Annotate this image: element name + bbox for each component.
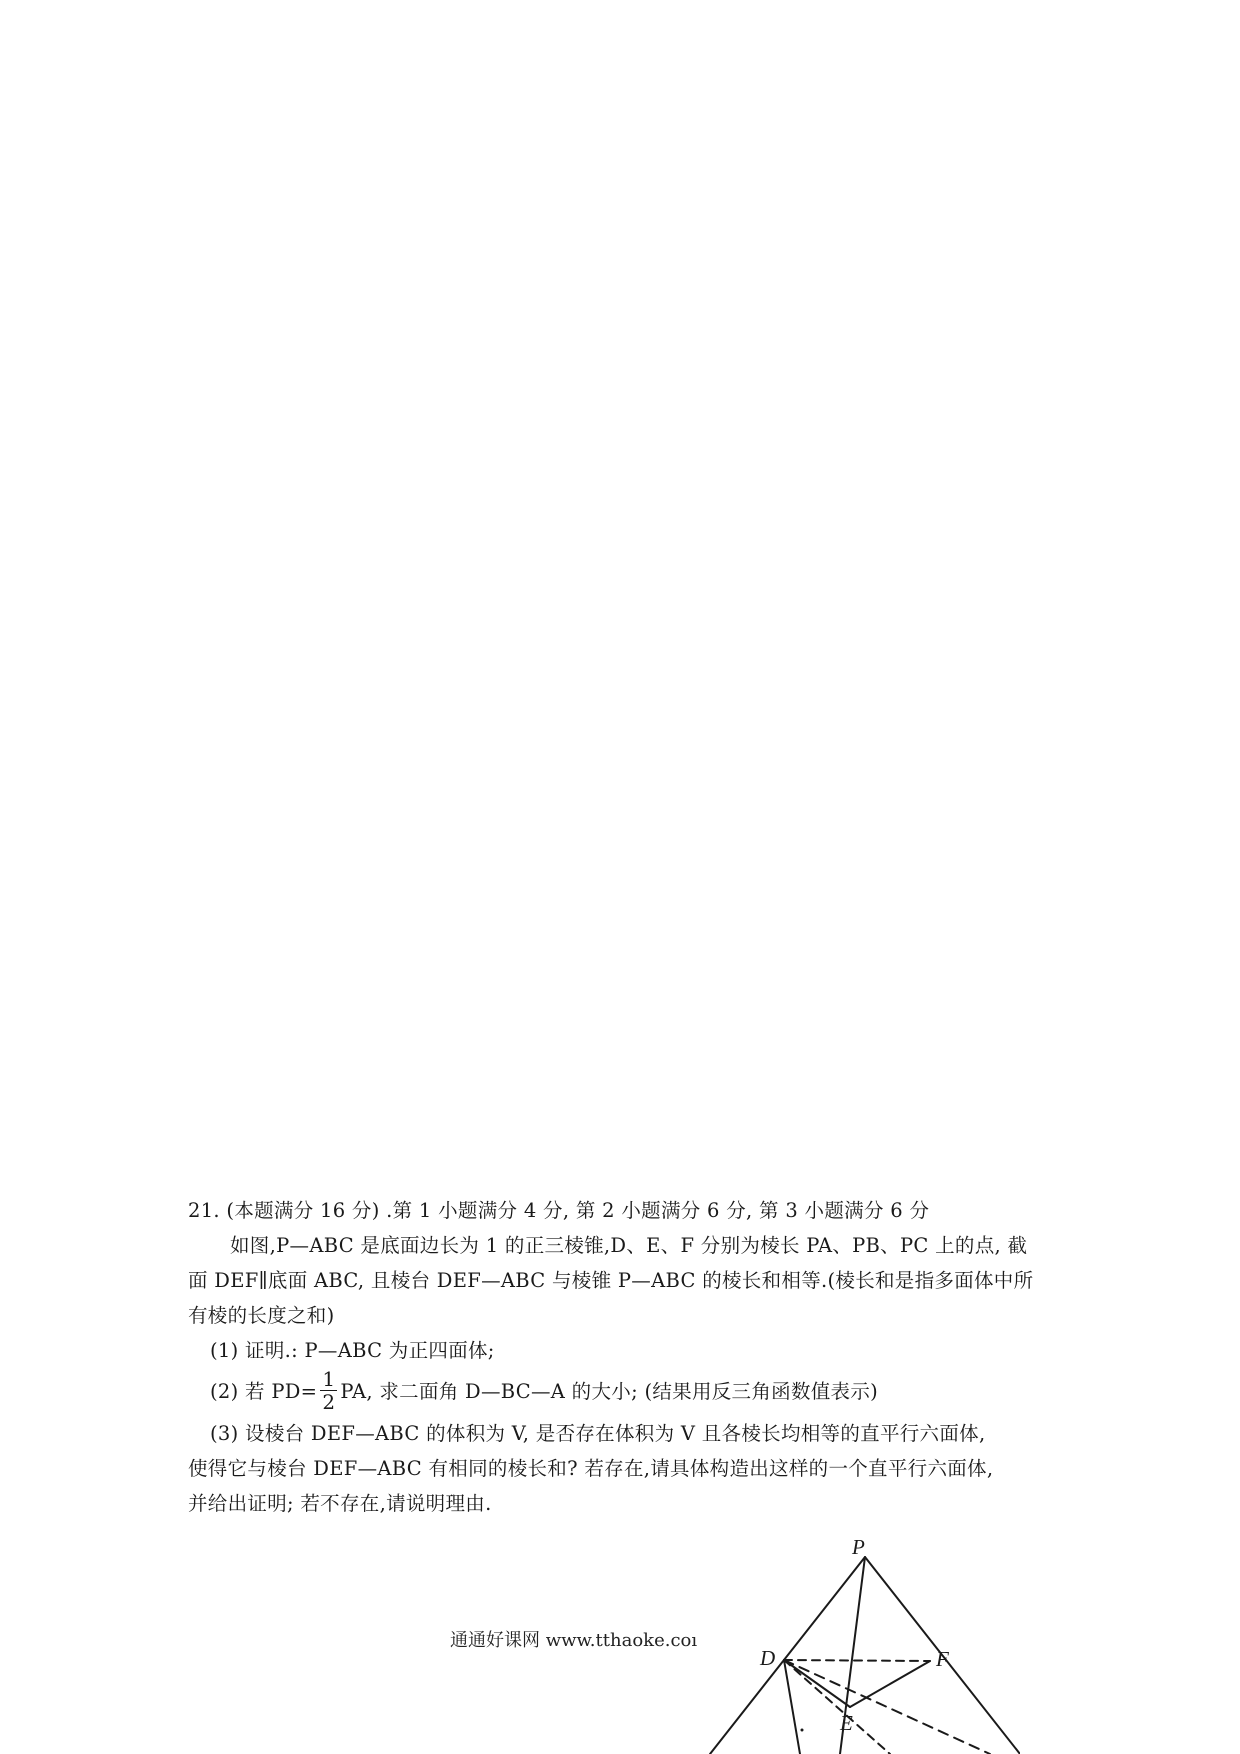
problem-stem-line-2: 面 DEF∥底面 ABC, 且棱台 DEF—ABC 与棱锥 P—ABC 的棱长和相等.(棱长和是指多面体中所 bbox=[188, 1269, 1034, 1292]
problem-header: 21. (本题满分 16 分) .第 1 小题满分 4 分, 第 2 小题满分 6 分, 第 3 小题满分 6 分 bbox=[188, 1199, 930, 1222]
edge-de bbox=[784, 1660, 850, 1707]
edge-df-dashed bbox=[784, 1660, 930, 1661]
problem-21 bbox=[188, 1193, 1058, 1521]
vertex-label-f: F bbox=[936, 1647, 949, 1671]
problem-stem-line-1: 如图,P—ABC 是底面边长为 1 的正三棱锥,D、E、F 分别为棱长 PA、PB、PC 上的点, 截 bbox=[230, 1234, 1028, 1257]
part-2 bbox=[188, 1368, 1058, 1416]
part-1: (1) 证明.: P—ABC 为正四面体; bbox=[210, 1339, 495, 1362]
point-dot bbox=[801, 1729, 804, 1732]
problem-stem-line-3: 有棱的长度之和) bbox=[188, 1304, 335, 1327]
part-2-prefix: (2) 若 PD= bbox=[210, 1380, 318, 1403]
vertex-label-p: P bbox=[852, 1535, 865, 1559]
part-3-line-2: 使得它与棱台 DEF—ABC 有相同的棱长和? 若存在,请具体构造出这样的一个直平行六面体, bbox=[188, 1457, 994, 1480]
edge-ef bbox=[850, 1661, 930, 1707]
edge-d-down bbox=[784, 1660, 800, 1754]
part-3-line-1: (3) 设棱台 DEF—ABC 的体积为 V, 是否存在体积为 V 且各棱长均相等的直平行六面体, bbox=[210, 1422, 986, 1445]
edge-d-dashed-mid bbox=[784, 1660, 890, 1754]
pyramid-figure bbox=[690, 1535, 1020, 1754]
part-2-suffix: PA, 求二面角 D—BC—A 的大小; (结果用反三角函数值表示) bbox=[340, 1380, 879, 1403]
fraction-denominator: 2 bbox=[322, 1390, 336, 1414]
watermark: 通通好课网 www.tthaoke.coı bbox=[450, 1630, 698, 1651]
part-3-line-3: 并给出证明; 若不存在,请说明理由. bbox=[188, 1492, 492, 1515]
vertex-label-e: E bbox=[840, 1711, 853, 1735]
fraction-one-half bbox=[320, 1368, 337, 1413]
fraction-numerator: 1 bbox=[322, 1367, 336, 1391]
vertex-label-d: D bbox=[760, 1646, 776, 1670]
edge-d-dashed-diagonal bbox=[784, 1660, 990, 1754]
